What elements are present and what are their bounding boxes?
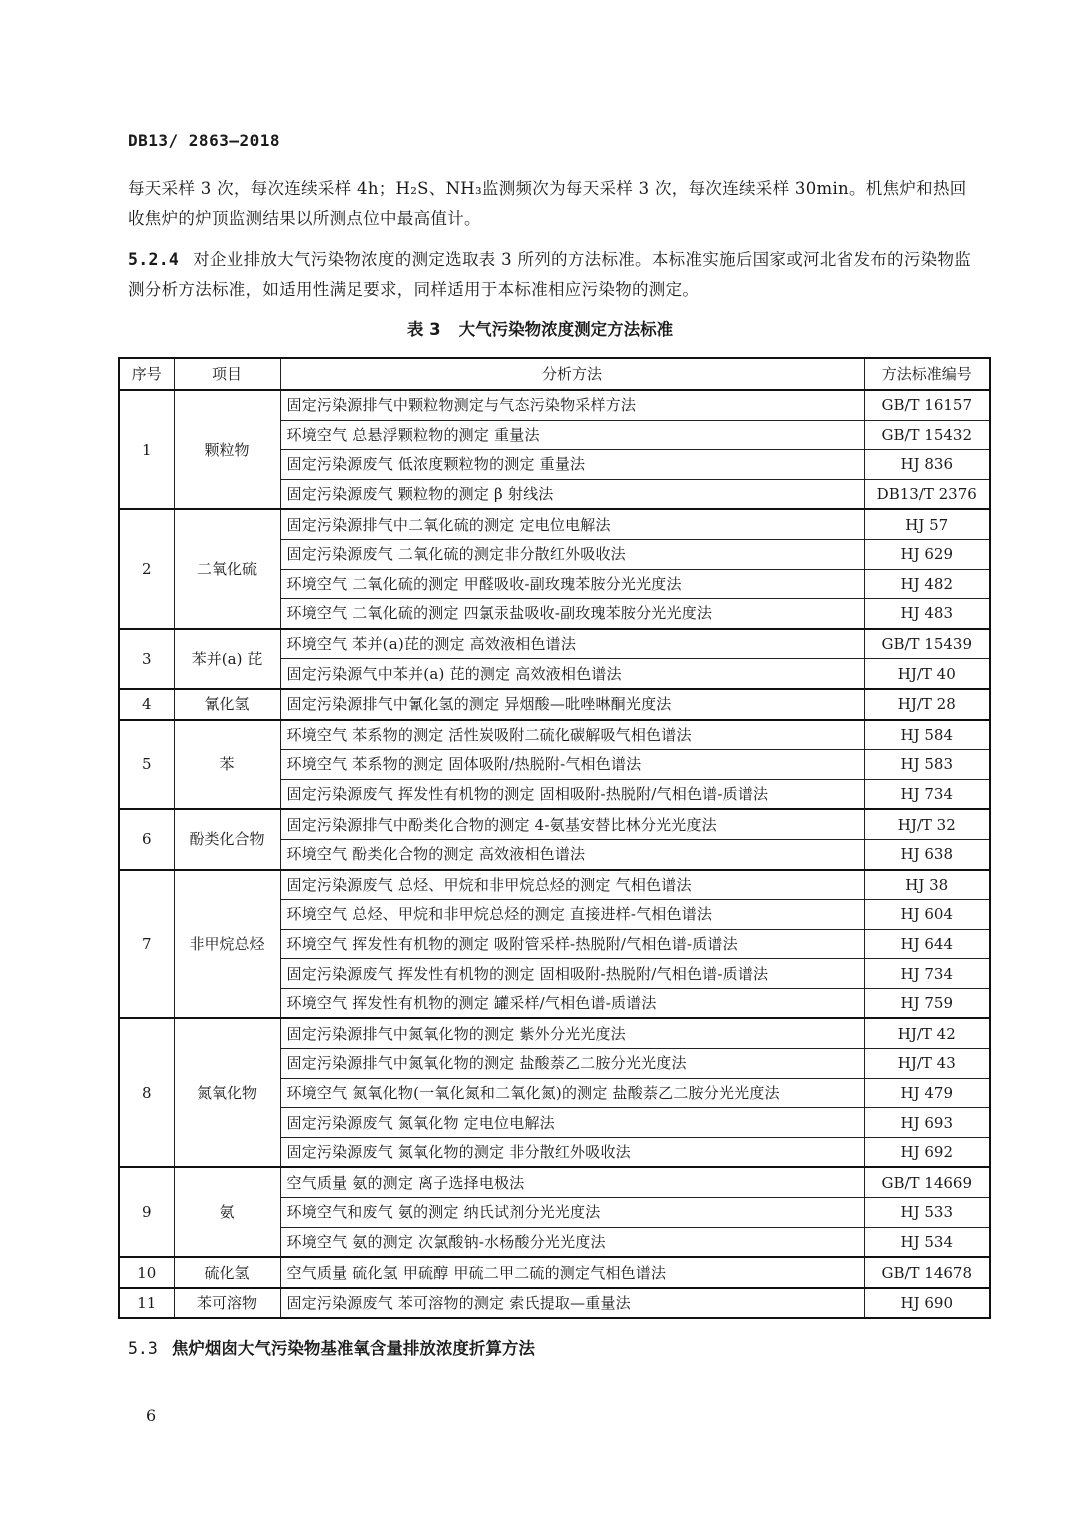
cell-code: HJ 734: [864, 779, 990, 809]
table-title: 大气污染物浓度测定方法标准: [458, 320, 674, 339]
standard-code-header: DB13/ 2863—2018: [128, 131, 280, 150]
cell-method: 固定污染源排气中酚类化合物的测定 4-氨基安替比林分光光度法: [280, 809, 864, 839]
cell-seq: 4: [119, 689, 174, 720]
cell-item: 颗粒物: [174, 390, 280, 509]
cell-method: 环境空气 酚类化合物的测定 高效液相色谱法: [280, 839, 864, 869]
cell-seq: 1: [119, 390, 174, 509]
cell-seq: 8: [119, 1018, 174, 1167]
cell-method: 环境空气 挥发性有机物的测定 罐采样/气相色谱-质谱法: [280, 988, 864, 1018]
cell-item: 酚类化合物: [174, 809, 280, 869]
cell-method: 环境空气 总悬浮颗粒物的测定 重量法: [280, 420, 864, 450]
cell-method: 固定污染源排气中氮氧化物的测定 盐酸萘乙二胺分光光度法: [280, 1049, 864, 1079]
table-header-row: [119, 358, 990, 390]
cell-code: HJ 38: [864, 870, 990, 900]
cell-method: 空气质量 硫化氢 甲硫醇 甲硫二甲二硫的测定气相色谱法: [280, 1257, 864, 1288]
section-heading-5-3: [128, 1335, 535, 1359]
page-number: 6: [146, 1406, 157, 1425]
cell-item: 苯可溶物: [174, 1288, 280, 1319]
table-caption: [0, 316, 1080, 340]
cell-code: HJ/T 40: [864, 659, 990, 689]
section-title: 焦炉烟囱大气污染物基准氧含量排放浓度折算方法: [171, 1339, 535, 1358]
cell-code: HJ 604: [864, 900, 990, 930]
cell-code: HJ 533: [864, 1198, 990, 1228]
section-number: 5.3: [128, 1339, 158, 1358]
cell-code: HJ 690: [864, 1288, 990, 1319]
cell-method: 固定污染源排气中二氧化硫的测定 定电位电解法: [280, 509, 864, 539]
cell-code: HJ 584: [864, 720, 990, 750]
cell-code: GB/T 14678: [864, 1257, 990, 1288]
clause-number: 5.2.4: [128, 250, 180, 269]
cell-method: 固定污染源废气 颗粒物的测定 β 射线法: [280, 479, 864, 509]
cell-method: 固定污染源排气中氮氧化物的测定 紫外分光光度法: [280, 1018, 864, 1048]
cell-seq: 2: [119, 509, 174, 628]
cell-method: 空气质量 氨的测定 离子选择电极法: [280, 1167, 864, 1197]
cell-code: HJ/T 43: [864, 1049, 990, 1079]
cell-code: HJ 479: [864, 1078, 990, 1108]
cell-method: 环境空气 苯并(a)芘的测定 高效液相色谱法: [280, 629, 864, 659]
cell-code: HJ 534: [864, 1227, 990, 1257]
table-row: [119, 720, 990, 750]
cell-code: DB13/T 2376: [864, 479, 990, 509]
table-row: [119, 1018, 990, 1048]
cell-method: 环境空气 苯系物的测定 活性炭吸附二硫化碳解吸气相色谱法: [280, 720, 864, 750]
cell-code: HJ/T 28: [864, 689, 990, 720]
cell-code: HJ 483: [864, 599, 990, 629]
cell-item: 苯: [174, 720, 280, 810]
cell-method: 固定污染源废气 挥发性有机物的测定 固相吸附-热脱附/气相色谱-质谱法: [280, 959, 864, 989]
cell-code: HJ 644: [864, 929, 990, 959]
cell-code: HJ 734: [864, 959, 990, 989]
cell-method: 环境空气 挥发性有机物的测定 吸附管采样-热脱附/气相色谱-质谱法: [280, 929, 864, 959]
cell-item: 氰化氢: [174, 689, 280, 720]
header-code: 方法标准编号: [864, 358, 990, 390]
cell-code: HJ 638: [864, 839, 990, 869]
cell-item: 苯并(a) 芘: [174, 629, 280, 689]
table-number: 表 3: [406, 320, 441, 339]
cell-method: 固定污染源废气 氮氧化物的测定 非分散红外吸收法: [280, 1137, 864, 1167]
cell-method: 环境空气 二氧化硫的测定 甲醛吸收-副玫瑰苯胺分光光度法: [280, 569, 864, 599]
cell-code: HJ/T 42: [864, 1018, 990, 1048]
cell-code: HJ 57: [864, 509, 990, 539]
cell-seq: 5: [119, 720, 174, 810]
cell-method: 固定污染源废气 挥发性有机物的测定 固相吸附-热脱附/气相色谱-质谱法: [280, 779, 864, 809]
cell-item: 氮氧化物: [174, 1018, 280, 1167]
cell-code: GB/T 16157: [864, 390, 990, 420]
cell-method: 环境空气 氮氧化物(一氧化氮和二氧化氮)的测定 盐酸萘乙二胺分光光度法: [280, 1078, 864, 1108]
cell-method: 环境空气和废气 氨的测定 纳氏试剂分光光度法: [280, 1198, 864, 1228]
cell-method: 环境空气 二氧化硫的测定 四氯汞盐吸收-副玫瑰苯胺分光光度法: [280, 599, 864, 629]
cell-code: GB/T 15439: [864, 629, 990, 659]
cell-item: 非甲烷总烃: [174, 870, 280, 1019]
cell-method: 固定污染源废气 二氧化硫的测定非分散红外吸收法: [280, 539, 864, 569]
cell-method: 固定污染源废气 氮氧化物 定电位电解法: [280, 1108, 864, 1138]
cell-code: HJ 692: [864, 1137, 990, 1167]
table-row: [119, 629, 990, 659]
paragraph-5-2-4: [128, 245, 973, 305]
table-row: [119, 1257, 990, 1288]
cell-code: HJ 836: [864, 450, 990, 480]
cell-method: 固定污染源废气 总烃、甲烷和非甲烷总烃的测定 气相色谱法: [280, 870, 864, 900]
table-row: [119, 390, 990, 420]
cell-code: HJ 693: [864, 1108, 990, 1138]
cell-seq: 3: [119, 629, 174, 689]
cell-code: GB/T 14669: [864, 1167, 990, 1197]
cell-seq: 9: [119, 1167, 174, 1257]
paragraph-sampling-frequency: 每天采样 3 次，每次连续采样 4h；H₂S、NH₃监测频次为每天采样 3 次，每次连续采样 30min。机焦炉和热回收焦炉的炉顶监测结果以所测点位中最高值计。: [128, 179, 967, 228]
cell-seq: 11: [119, 1288, 174, 1319]
table-body: [119, 390, 990, 1318]
table-row: [119, 870, 990, 900]
cell-method: 环境空气 总烃、甲烷和非甲烷总烃的测定 直接进样-气相色谱法: [280, 900, 864, 930]
cell-method: 固定污染源排气中氰化氢的测定 异烟酸—吡唑啉酮光度法: [280, 689, 864, 720]
cell-method: 环境空气 苯系物的测定 固体吸附/热脱附-气相色谱法: [280, 750, 864, 780]
cell-code: HJ 583: [864, 750, 990, 780]
table-row: [119, 1288, 990, 1319]
cell-seq: 7: [119, 870, 174, 1019]
cell-method: 环境空气 氨的测定 次氯酸钠-水杨酸分光光度法: [280, 1227, 864, 1257]
cell-seq: 10: [119, 1257, 174, 1288]
cell-method: 固定污染源废气 苯可溶物的测定 索氏提取—重量法: [280, 1288, 864, 1319]
methods-table: [118, 357, 991, 1319]
table-row: [119, 809, 990, 839]
header-item: 项目: [174, 358, 280, 390]
cell-item: 氨: [174, 1167, 280, 1257]
table-row: [119, 689, 990, 720]
cell-code: HJ 759: [864, 988, 990, 1018]
cell-method: 固定污染源排气中颗粒物测定与气态污染物采样方法: [280, 390, 864, 420]
header-method: 分析方法: [280, 358, 864, 390]
cell-code: HJ 629: [864, 539, 990, 569]
table-row: [119, 1167, 990, 1197]
clause-text: 对企业排放大气污染物浓度的测定选取表 3 所列的方法标准。本标准实施后国家或河北省发布的污染物监测分析方法标准，如适用性满足要求，同样适用于本标准相应污染物的测定。: [128, 250, 972, 299]
cell-code: HJ/T 32: [864, 809, 990, 839]
cell-item: 二氧化硫: [174, 509, 280, 628]
table-row: [119, 509, 990, 539]
header-seq: 序号: [119, 358, 174, 390]
cell-seq: 6: [119, 809, 174, 869]
cell-code: HJ 482: [864, 569, 990, 599]
cell-method: 固定污染源废气 低浓度颗粒物的测定 重量法: [280, 450, 864, 480]
cell-method: 固定污染源气中苯并(a) 芘的测定 高效液相色谱法: [280, 659, 864, 689]
cell-item: 硫化氢: [174, 1257, 280, 1288]
cell-code: GB/T 15432: [864, 420, 990, 450]
